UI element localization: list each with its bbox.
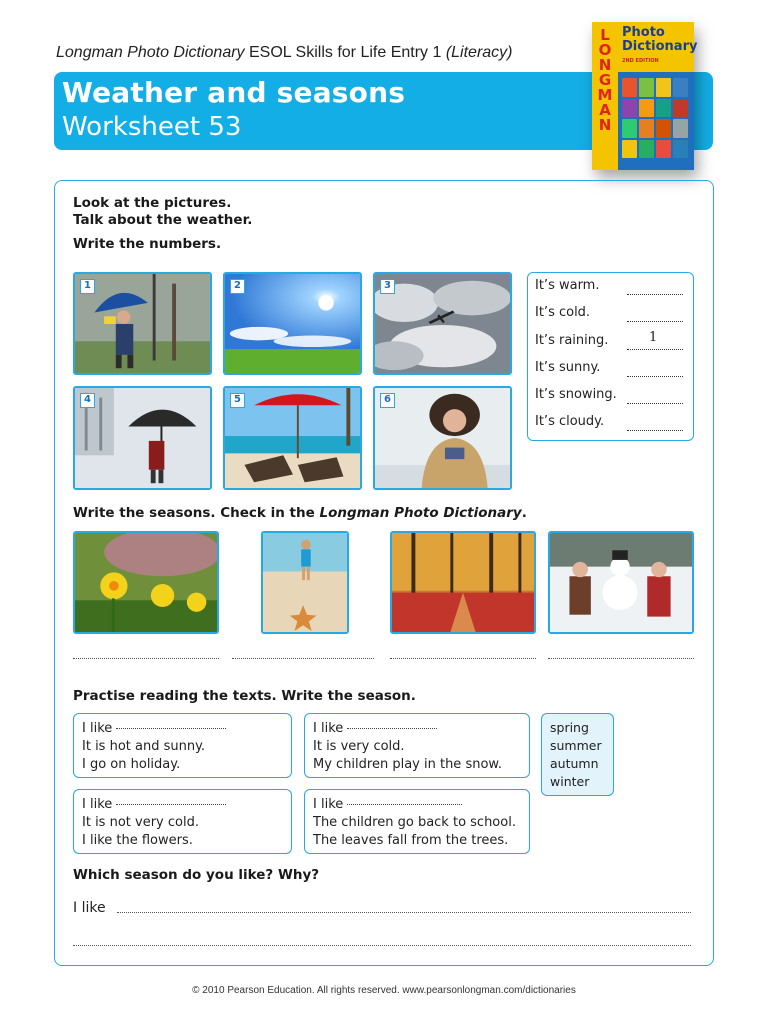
cover-title: Photo Dictionary (622, 25, 698, 54)
weather-photo-cold (373, 386, 512, 490)
series-rest: ESOL Skills for Life Entry 1 (244, 44, 446, 61)
weather-photo-snowing (73, 386, 212, 490)
photo-number: 5 (230, 393, 245, 408)
weather-photo-cloudy (373, 272, 512, 375)
weather-photo-raining (73, 272, 212, 375)
word-winter: winter (550, 774, 590, 789)
weather-photo-warm (223, 386, 362, 490)
answer-line-1[interactable] (117, 912, 691, 913)
example-answer: 1 (649, 330, 658, 345)
season-photo-spring (73, 531, 219, 634)
statement-cold: It’s cold. (535, 305, 685, 325)
season-answer-line[interactable] (390, 658, 536, 659)
statement-snowing: It’s snowing. (535, 387, 685, 407)
season-answer-line[interactable] (548, 658, 694, 659)
season-answer-line[interactable] (232, 658, 374, 659)
answer-blank[interactable] (627, 376, 683, 377)
statement-warm: It’s warm. (535, 278, 685, 298)
weather-photo-sunny (223, 272, 362, 375)
photo-number: 6 (380, 393, 395, 408)
instruction-write-seasons: Write the seasons. Check in the Longman Photo Dictionary. (73, 505, 527, 521)
season-blank[interactable] (116, 804, 226, 805)
page-title: Weather and seasons (62, 76, 406, 109)
instruction-look: Look at the pictures. (73, 195, 232, 211)
series-title: Longman Photo Dictionary (56, 44, 245, 61)
cover-spine-text: LONGMAN (597, 26, 613, 134)
word-autumn: autumn (550, 756, 599, 771)
photo-number: 1 (80, 279, 95, 294)
statement-raining: It’s raining. 1 (535, 333, 685, 353)
series-line (56, 44, 513, 62)
question-favourite-season: Which season do you like? Why? (73, 867, 320, 883)
photo-number: 4 (80, 393, 95, 408)
answer-blank[interactable] (627, 403, 683, 404)
answer-blank[interactable] (627, 321, 683, 322)
answer-blank[interactable] (627, 349, 683, 350)
copyright-footer: © 2010 Pearson Education. All rights reserved. www.pearsonlongman.com/dictionaries (192, 985, 576, 996)
dictionary-cover-image (592, 22, 698, 170)
text-box-spring: I like It is not very cold. I like the flowers. (73, 789, 292, 854)
season-photo-winter (548, 531, 694, 634)
instruction-practise-reading: Practise reading the texts. Write the season. (73, 688, 416, 704)
season-photo-summer (261, 531, 349, 634)
season-blank[interactable] (116, 728, 226, 729)
season-answer-line[interactable] (73, 658, 219, 659)
answer-blank[interactable] (627, 430, 683, 431)
text-box-summer: I like It is hot and sunny. I go on holiday. (73, 713, 292, 778)
answer-prompt: I like (73, 900, 106, 916)
season-blank[interactable] (347, 728, 437, 729)
cover-photo-grid (622, 78, 688, 158)
statement-cloudy: It’s cloudy. (535, 414, 685, 434)
series-level: (Literacy) (445, 44, 513, 61)
season-photo-autumn (390, 531, 536, 634)
cover-edition: 2ND EDITION (622, 58, 659, 64)
worksheet-number: Worksheet 53 (62, 112, 242, 142)
instruction-write-numbers: Write the numbers. (73, 236, 222, 252)
answer-line-2[interactable] (73, 945, 691, 946)
photo-number: 3 (380, 279, 395, 294)
text-box-winter: I like It is very cold. My children play in the snow. (304, 713, 530, 778)
word-summer: summer (550, 738, 602, 753)
instruction-talk: Talk about the weather. (73, 212, 253, 228)
photo-number: 2 (230, 279, 245, 294)
word-spring: spring (550, 720, 589, 735)
season-word-bank (541, 713, 614, 796)
season-blank[interactable] (347, 804, 462, 805)
statement-sunny: It’s sunny. (535, 360, 685, 380)
text-box-autumn: I like The children go back to school. The leaves fall from the trees. (304, 789, 530, 854)
answer-blank[interactable] (627, 294, 683, 295)
